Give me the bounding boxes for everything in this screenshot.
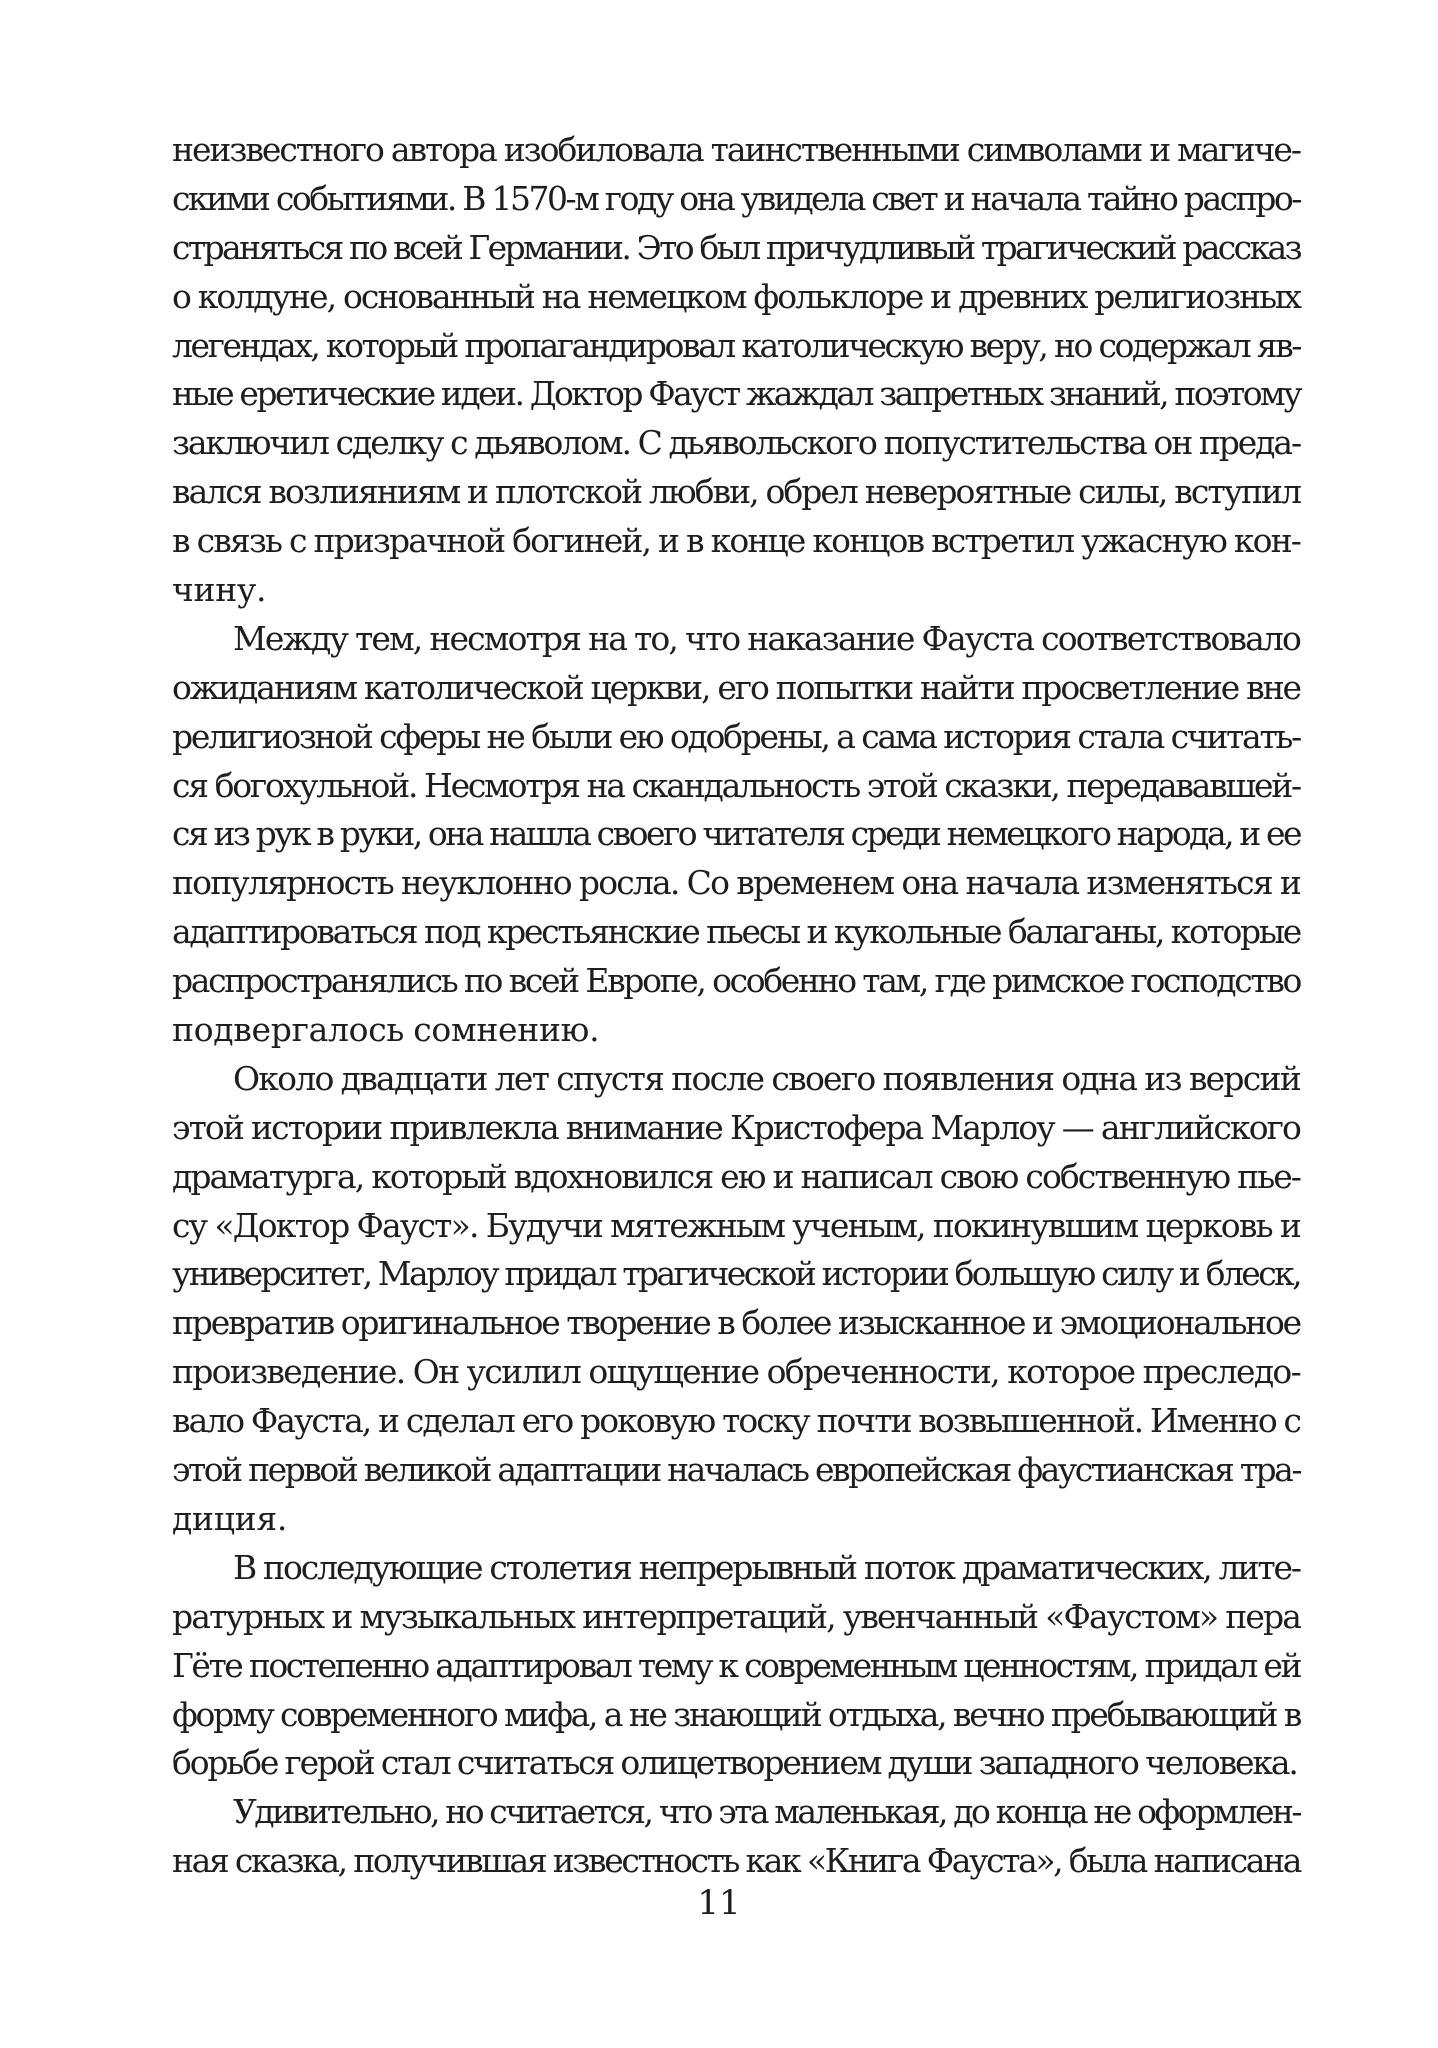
- text-line: су «Доктор Фауст». Будучи мятежным ученым, покинувшим церковь и: [172, 1205, 1300, 1245]
- text-line: религиозной сферы не были ею одобрены, а сама история стала считать-: [172, 716, 1300, 756]
- text-line: в связь с призрачной богиней, и в конце концов встретил ужасную кон-: [172, 521, 1300, 561]
- text-line: скими событиями. В 1570-м году она увидела свет и начала тайно распро-: [172, 178, 1300, 218]
- text-line: В последующие столетия непрерывный поток драматических, лите-: [233, 1547, 1300, 1587]
- text-line: диция.: [172, 1498, 288, 1538]
- text-line: форму современного мифа, а не знающий отдыха, вечно пребывающий в: [172, 1694, 1300, 1734]
- text-line: страняться по всей Германии. Это был причудливый трагический рассказ: [172, 227, 1300, 267]
- text-line: ожиданиям католической церкви, его попытки найти просветление вне: [172, 667, 1300, 707]
- text-line: чину.: [172, 570, 267, 610]
- text-line: вался возлияниям и плотской любви, обрел невероятные силы, вступил: [172, 472, 1300, 512]
- text-line: Около двадцати лет спустя после своего появления одна из версий: [233, 1058, 1300, 1098]
- text-line: ная сказка, получившая известность как «Книга Фауста», была написана: [172, 1841, 1300, 1881]
- body-text: [172, 126, 1300, 1886]
- text-line: Между тем, несмотря на то, что наказание Фауста соответствовало: [233, 618, 1300, 658]
- text-line: Удивительно, но считается, что эта маленькая, до конца не оформлен-: [233, 1792, 1300, 1832]
- text-line: подвергалось сомнению.: [172, 1010, 600, 1050]
- text-line: ся богохульной. Несмотря на скандальность этой сказки, передававшей-: [172, 765, 1300, 805]
- text-line: превратив оригинальное творение в более изысканное и эмоциональное: [172, 1303, 1300, 1343]
- text-line: борьбе герой стал считаться олицетворением души западного человека.: [172, 1743, 1297, 1783]
- text-line: вало Фауста, и сделал его роковую тоску почти возвышенной. Именно с: [172, 1401, 1300, 1441]
- text-line: этой истории привлекла внимание Кристофера Марлоу — английского: [172, 1107, 1300, 1147]
- text-line: о колдуне, основанный на немецком фольклоре и древних религиозных: [172, 276, 1300, 316]
- text-line: Гёте постепенно адаптировал тему к современным ценностям, придал ей: [172, 1645, 1300, 1685]
- text-line: ся из рук в руки, она нашла своего читателя среди немецкого народа, и ее: [172, 814, 1300, 854]
- text-line: легендах, который пропагандировал католическую веру, но содержал яв-: [172, 325, 1300, 365]
- text-line: распространялись по всей Европе, особенно там, где римское господство: [172, 961, 1300, 1001]
- text-line: ратурных и музыкальных интерпретаций, увенчанный «Фаустом» пера: [172, 1596, 1300, 1636]
- text-line: популярность неуклонно росла. Со временем она начала изменяться и: [172, 863, 1300, 903]
- text-line: университет, Марлоу придал трагической истории большую силу и блеск,: [172, 1254, 1300, 1294]
- text-line: ные еретические идеи. Доктор Фауст жаждал запретных знаний, поэтому: [172, 374, 1300, 414]
- page-number: 11: [697, 1883, 741, 1923]
- text-line: адаптироваться под крестьянские пьесы и кукольные балаганы, которые: [172, 912, 1300, 952]
- text-line: драматурга, который вдохновился ею и написал свою собственную пье-: [172, 1156, 1300, 1196]
- text-line: этой первой великой адаптации началась европейская фаустианская тра-: [172, 1450, 1300, 1490]
- text-line: заключил сделку с дьяволом. С дьявольского попустительства он преда-: [172, 423, 1300, 463]
- text-line: произведение. Он усилил ощущение обреченности, которое преследо-: [172, 1352, 1300, 1392]
- text-line: неизвестного автора изобиловала таинственными символами и магиче-: [172, 130, 1300, 169]
